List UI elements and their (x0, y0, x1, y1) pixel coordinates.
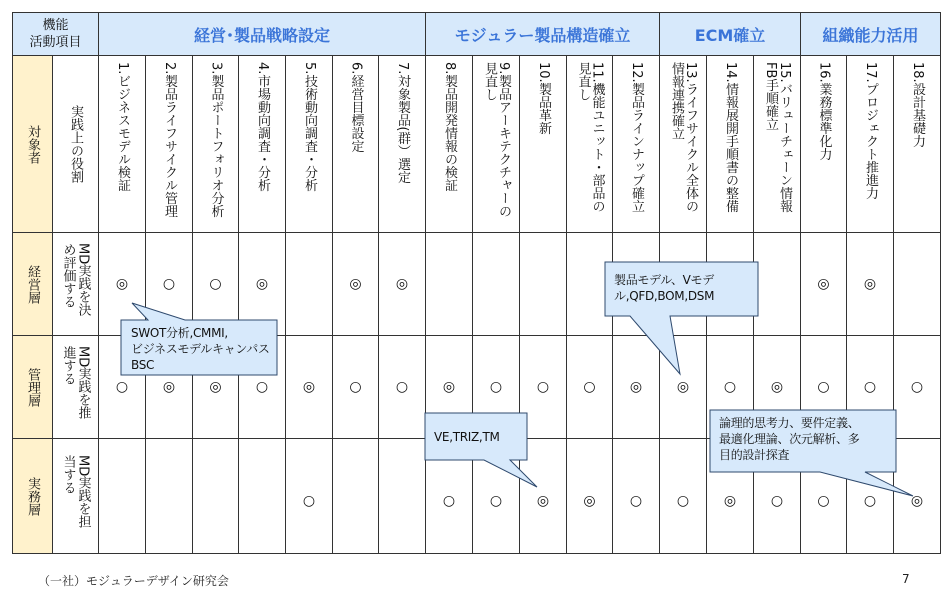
mark-cell: ○ (846, 438, 894, 554)
callout-line: 製品モデル、Vモデ (614, 273, 714, 287)
callout-text (131, 325, 270, 373)
mark-cell: ○ (706, 335, 754, 439)
column-header-text: 2.製品ライフサイクル管理 (162, 62, 177, 218)
column-header-text: 5.技術動向調査・分析 (302, 62, 317, 192)
mark-cell: ◎ (893, 438, 941, 554)
mark-cell: ◎ (659, 335, 707, 439)
page-number: 7 (902, 572, 910, 586)
group-header: 経営･製品戦略設定 (98, 12, 426, 56)
callout-text (434, 429, 500, 445)
mark-cell: ○ (612, 438, 660, 554)
role-label-cell-text: 実践上の役割 (68, 105, 83, 183)
column-header-text: 9.製品アーキテクチャーの見直し (482, 62, 511, 218)
callout-line: VE,TRIZ,TM (434, 430, 500, 444)
level-cell-text: 実務層 (25, 476, 40, 516)
column-header-text: 17.プロジェクト推進力 (863, 62, 878, 200)
column-header-text: 12.製品ラインナップ確立 (629, 62, 644, 213)
mark-cell: ○ (893, 335, 941, 439)
corner-label: 活動項目 (29, 35, 82, 50)
column-header-text: 16.業務標準化力 (816, 62, 832, 161)
mark-cell: ○ (238, 335, 286, 439)
mark-cell: ◎ (800, 232, 847, 336)
mark-cell: ○ (332, 335, 379, 439)
mark-cell: ◎ (753, 335, 801, 439)
mark-cell: ○ (145, 232, 193, 336)
mark-cell: ◎ (98, 232, 146, 336)
column-header-text: 15.バリューチェーン情報FB手順確立 (763, 62, 792, 213)
callout-line: ル,QFD,BOM,DSM (614, 289, 715, 303)
column-header-text: 13.ライフサイクル全体の情報連携確立 (669, 62, 698, 213)
column-header-text: 6.経営目標設定 (348, 62, 364, 153)
mark-cell: ◎ (425, 335, 473, 439)
level-cell-text: 経営層 (25, 264, 40, 304)
callout-line: ビジネスモデルキャンパス (131, 342, 270, 356)
column-header-text: 7.対象製品(群）選定 (395, 62, 410, 184)
column-header-text: 10.製品革新 (536, 62, 551, 135)
mark-cell: ◎ (332, 232, 379, 336)
mark-cell: ○ (378, 335, 426, 439)
mark-cell: ◎ (706, 438, 754, 554)
callout-line: 最適化理論、次元解析、多 (719, 432, 860, 446)
callout-text (719, 415, 859, 463)
callout-line: SWOT分析,CMMI, (131, 326, 228, 340)
column-header-text: 3.製品ポートフォリオ分析 (208, 62, 224, 218)
column-header-text: 11.機能ユニット・部品の見直し (575, 62, 605, 213)
mark-cell: ◎ (612, 335, 660, 439)
mark-cell: ◎ (378, 232, 426, 336)
mark-cell: ◎ (519, 438, 567, 554)
mark-cell: ○ (192, 232, 239, 336)
mark-cell: ○ (753, 438, 801, 554)
mark-cell: ◎ (846, 232, 894, 336)
mark-cell: ○ (659, 438, 707, 554)
mark-cell: ○ (472, 438, 520, 554)
callout-line: 目的設計探査 (719, 448, 790, 462)
mark-cell: ○ (425, 438, 473, 554)
mark-cell: ◎ (566, 438, 613, 554)
mark-cell: ○ (800, 438, 847, 554)
role-cell-text: MD実践を担当する (60, 455, 91, 529)
mark-cell: ◎ (145, 335, 193, 439)
callout-line: 論理的思考力、要件定義、 (719, 416, 860, 430)
mark-cell: ○ (285, 438, 333, 554)
column-header-text: 4.市場動向調査・分析 (255, 62, 270, 192)
callout-bubble (425, 413, 537, 487)
mark-cell: ○ (519, 335, 567, 439)
role-cell-text: MD実践を決め評価する (60, 243, 91, 317)
mark-cell: ◎ (285, 335, 333, 439)
corner-label: 機能 (42, 18, 69, 33)
group-header: モジュラー製品構造確立 (425, 12, 660, 56)
mark-cell: ○ (846, 335, 894, 439)
footer-org: （一社）モジュラーデザイン研究会 (38, 574, 229, 588)
callout-text (614, 272, 714, 304)
role-cell-text: MD実践を推進する (60, 346, 91, 420)
mark-cell: ○ (98, 335, 146, 439)
callout-line: BSC (131, 358, 155, 372)
column-header-text: 18.設計基礎力 (910, 62, 925, 148)
mark-cell: ○ (472, 335, 520, 439)
column-header-text: 14.情報展開手順書の整備 (723, 62, 738, 213)
column-header-text: 1.ビジネスモデル検証 (115, 62, 130, 192)
mark-cell: ◎ (238, 232, 286, 336)
target-label-cell-text: 対象者 (25, 124, 40, 164)
mark-cell: ○ (566, 335, 613, 439)
column-header-text: 8.製品開発情報の検証 (442, 62, 457, 192)
mark-cell: ◎ (192, 335, 239, 439)
level-cell-text: 管理層 (25, 367, 40, 407)
group-header: 組織能力活用 (800, 12, 941, 56)
group-header: ECM確立 (659, 12, 801, 56)
mark-cell: ○ (800, 335, 847, 439)
